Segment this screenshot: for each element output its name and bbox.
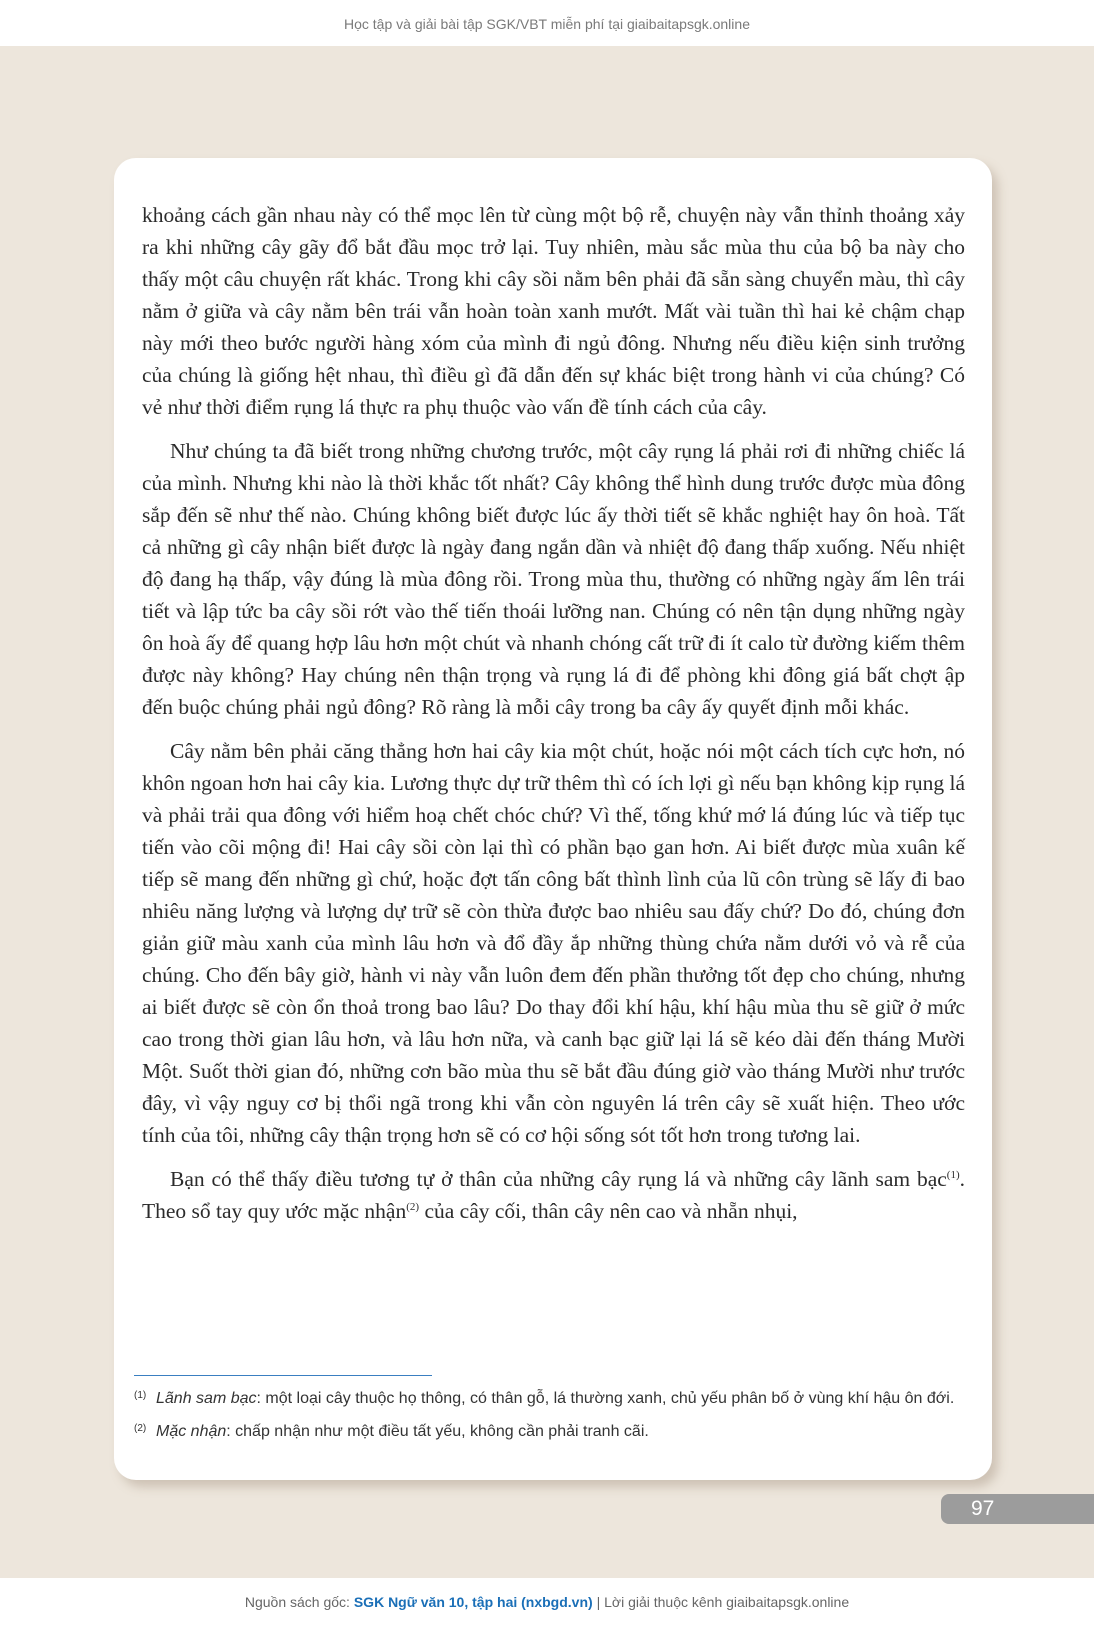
paragraph-4 bbox=[142, 1163, 965, 1227]
body-text bbox=[142, 199, 965, 1239]
site-footer bbox=[0, 1578, 1094, 1626]
footnote-definition: : chấp nhận như một điều tất yếu, không cần phải tranh cãi. bbox=[226, 1423, 649, 1440]
paragraph-3: Cây nằm bên phải căng thẳng hơn hai cây kia một chút, hoặc nói một cách tích cực hơn, nó khôn ngoan hơn hai cây kia. Lương thực dự trữ thêm thì có ích lợi gì nếu bạn không kịp rụng lá và phải trải qua đông với hiểm hoạ chết chóc chứ? Vì thế, tống khứ mớ lá đúng lúc và tiếp tục tiến vào cõi mộng đi! Hai cây sồi còn lại thì có phần bạo gan hơn. Ai biết được mùa xuân kế tiếp sẽ mang đến những gì chứ, hoặc đợt tấn công bất thình lình của lũ côn trùng sẽ lấy đi bao nhiêu năng lượng và lượng dự trữ sẽ còn thừa được bao nhiêu sau đấy chứ? Do đó, chúng đơn giản giữ màu xanh của mình lâu hơn và đổ đầy ắp những thùng chứa nằm dưới vỏ và rễ của chúng. Cho đến bây giờ, hành vi này vẫn luôn đem đến phần thưởng tốt đẹp cho chúng, nhưng ai biết được sẽ còn ổn thoả trong bao lâu? Do thay đổi khí hậu, khí hậu mùa thu sẽ giữ ở mức cao trong thời gian lâu hơn, và lâu hơn nữa, và canh bạc giữ lại lá sẽ kéo dài đến tháng Mười Một. Suốt thời gian đó, những cơn bão mùa thu sẽ bắt đầu đúng giờ vào tháng Mười như trước đây, vì vậy nguy cơ bị thổi ngã trong khi vẫn còn nguyên lá trên cây sẽ xuất hiện. Theo ước tính của tôi, những cây thận trọng hơn sẽ có cơ hội sống sót tốt hơn trong tương lai. bbox=[142, 739, 965, 1147]
paragraph-1: khoảng cách gần nhau này có thể mọc lên từ cùng một bộ rễ, chuyện này vẫn thỉnh thoảng xảy ra khi những cây gãy đổ bắt đầu mọc trở lại. Tuy nhiên, màu sắc mùa thu của bộ ba này cho thấy một câu chuyện rất khác. Trong khi cây sồi nằm bên phải đã sẵn sàng chuyển màu, thì cây nằm ở giữa và cây nằm bên trái vẫn hoàn toàn xanh mướt. Mất vài tuần thì hai kẻ chậm chạp này mới theo bước người hàng xóm của mình đi ngủ đông. Nhưng nếu điều kiện sinh trưởng của chúng là giống hệt nhau, thì điều gì đã dẫn đến sự khác biệt trong hành vi của chúng? Có vẻ như thời điểm rụng lá thực ra phụ thuộc vào vấn đề tính cách của cây. bbox=[142, 203, 965, 419]
footer-prefix: Nguồn sách gốc: bbox=[244, 1594, 354, 1610]
footnote-ref-2[interactable]: (2) bbox=[406, 1200, 420, 1213]
footnote-number: (2) bbox=[134, 1423, 147, 1434]
page-number: 97 bbox=[971, 1497, 995, 1520]
paragraph-2: Như chúng ta đã biết trong những chương trước, một cây rụng lá phải rơi đi những chiếc lá của mình. Nhưng khi nào là thời khắc tốt nhất? Cây không thể hình dung trước được mùa đông sắp đến sẽ như thế nào. Chúng không biết được lúc ấy thời tiết sẽ khắc nghiệt hay ôn hoà. Tất cả những gì cây nhận biết được là ngày đang ngắn dần và nhiệt độ đang thấp xuống. Nếu nhiệt độ đang hạ thấp, vậy đúng là mùa đông rồi. Trong mùa thu, thường có những ngày ấm lên trái tiết và lập tức ba cây sồi rớt vào thế tiến thoái lưỡng nan. Chúng có nên tận dụng những ngày ôn hoà ấy để quang hợp lâu hơn một chút và nhanh chóng cất trữ đi ít calo từ đường kiếm thêm được này không? Hay chúng nên thận trọng và rụng lá đi để phòng khi đông giá bất chợt ập đến buộc chúng phải ngủ đông? Rõ ràng là mỗi cây trong ba cây ấy quyết định mỗi khác. bbox=[142, 439, 965, 719]
footnote-1 bbox=[134, 1387, 974, 1411]
footnote-definition: : một loại cây thuộc họ thông, có thân gỗ, lá thường xanh, chủ yếu phân bố ở vùng khí hậu ôn đới. bbox=[256, 1390, 955, 1407]
footnote-body bbox=[156, 1420, 649, 1444]
footnote-2 bbox=[134, 1420, 974, 1444]
footnote-term: Mặc nhận bbox=[156, 1423, 227, 1440]
footnote-number: (1) bbox=[134, 1390, 147, 1401]
paragraph-4-part-2: . Theo sổ tay quy ước mặc nhận bbox=[142, 1167, 965, 1223]
page-number-tab bbox=[941, 1494, 1094, 1524]
paragraph-4-part-3: của cây cối, thân cây nên cao và nhẵn nhụi, bbox=[419, 1199, 798, 1223]
footnote-term: Lãnh sam bạc bbox=[156, 1390, 257, 1407]
footnotes bbox=[134, 1387, 974, 1453]
footnote-divider bbox=[134, 1375, 432, 1376]
site-header: Học tập và giải bài tập SGK/VBT miễn phí tại giaibaitapsgk.online bbox=[0, 0, 1094, 46]
footer-suffix: | Lời giải thuộc kênh giaibaitapsgk.online bbox=[592, 1594, 850, 1610]
footnote-ref-1[interactable]: (1) bbox=[946, 1168, 960, 1181]
paragraph-4-part-1: Bạn có thể thấy điều tương tự ở thân của những cây rụng lá và những cây lãnh sam bạc bbox=[170, 1167, 947, 1191]
footnote-body bbox=[156, 1387, 954, 1411]
source-link[interactable]: SGK Ngữ văn 10, tập hai (nxbgd.vn) bbox=[353, 1594, 593, 1610]
